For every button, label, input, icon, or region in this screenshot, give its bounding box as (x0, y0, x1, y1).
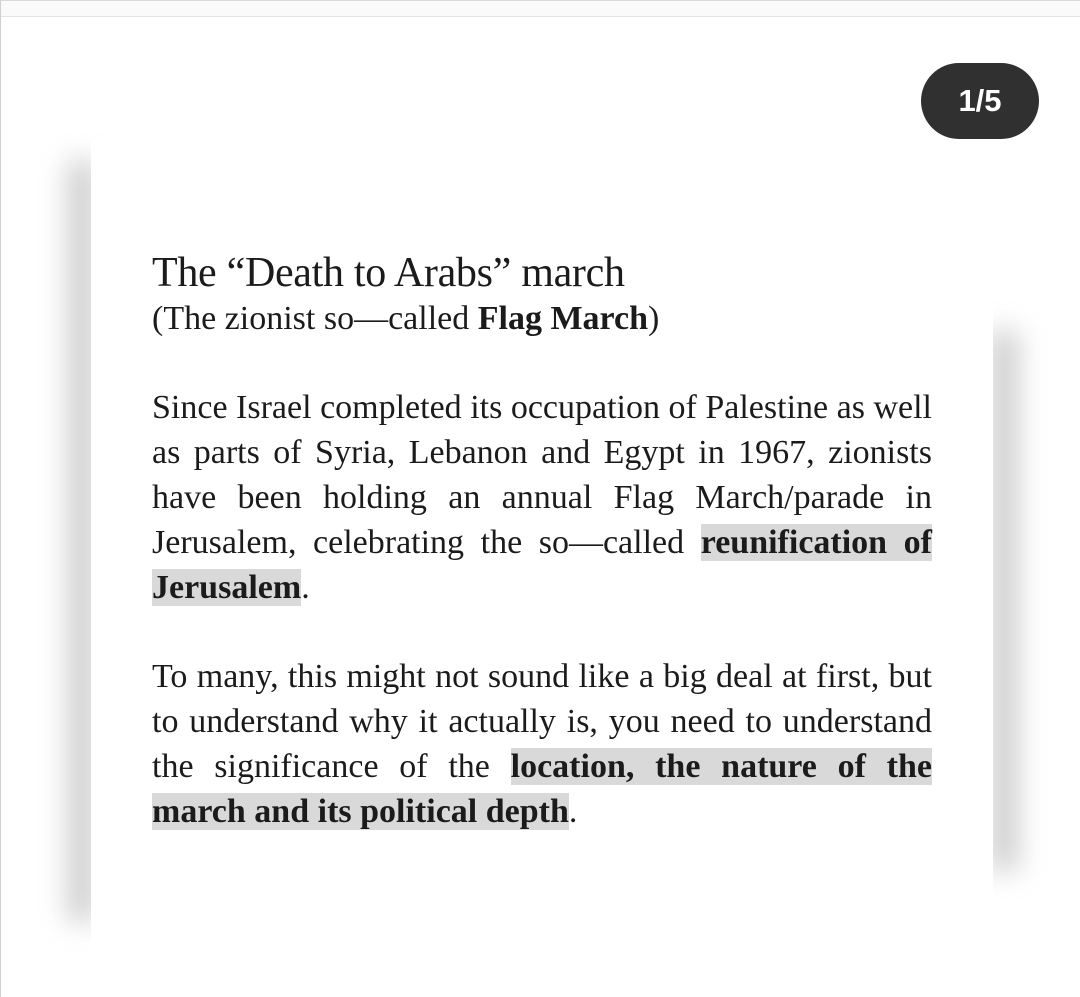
page-counter-badge: 1/5 (921, 63, 1039, 139)
paragraph-1 (152, 385, 932, 610)
top-bar (1, 1, 1080, 17)
slide-subtitle (152, 297, 932, 341)
paragraph-2 (152, 654, 932, 834)
slide-title: The “Death to Arabs” march (152, 250, 625, 296)
subtitle-open: (The zionist so—called (152, 300, 478, 337)
paragraph-2-highlight: location, the nature of the march and its political depth (152, 748, 933, 830)
card-shadow-right (991, 331, 1017, 871)
paragraph-1-end: . (301, 569, 310, 606)
slide-content (152, 249, 932, 834)
paragraph-2-text: To many, this might not sound like a big deal at first, but to understand why it actually is, you need to understand the significance of the (152, 658, 932, 785)
paragraph-1-text: Since Israel completed its occupation of Palestine as well as parts of Syria, Lebanon and Egypt in 1967, zionists have been holding an annual Flag March/parade in Jerusalem, celebrating the so—called (152, 389, 932, 561)
paragraph-2-end: . (568, 793, 578, 830)
paragraph-1-highlight: reunification of Jerusalem (152, 524, 932, 606)
subtitle-close: ) (648, 300, 660, 337)
subtitle-bold: Flag March (477, 300, 649, 337)
